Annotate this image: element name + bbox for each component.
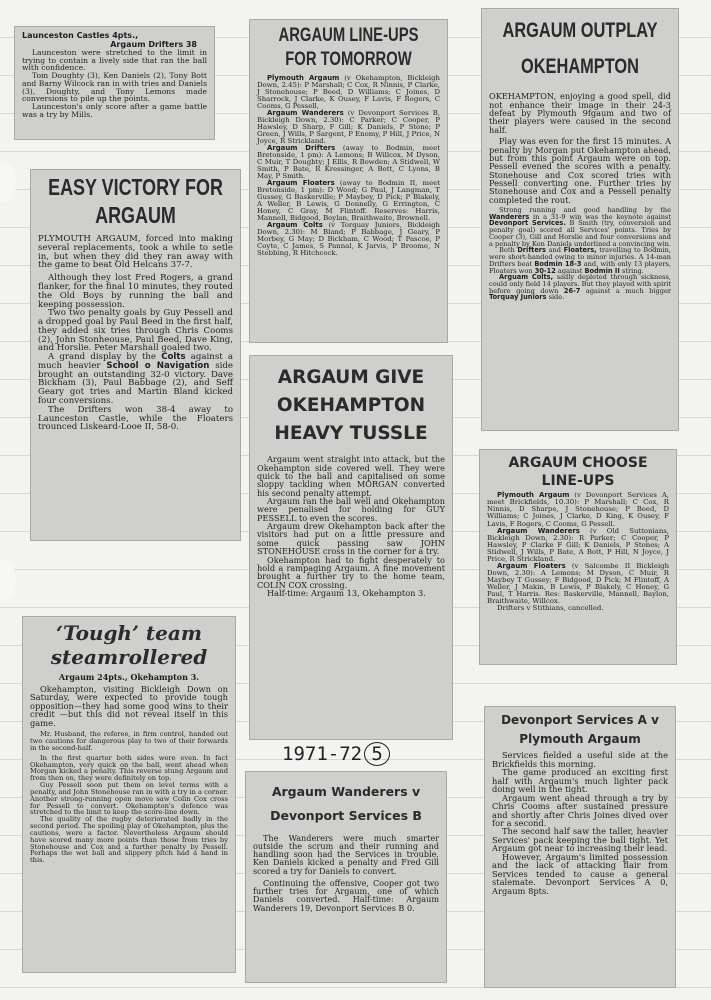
clipping-tough-team xyxy=(23,617,235,972)
punch-hole xyxy=(0,560,16,600)
paragraph xyxy=(489,247,671,274)
lineup-text: (v Devonport Services A, meet Brickfields, 10.30): P Marshall; C Cox, R Ninnis, D Sharpe, J Stonehouse; P Beed, D Williams; C Joines, J Clarke, D King, K Ousey, F Lavis, F Rogers, C Cooms, G Pessell. xyxy=(487,491,669,528)
clipping-choose-lineups xyxy=(480,450,676,664)
lineup-text: (v Devonport Services B, Bickleigh Down, 2.30): C Parker; C Cooper, P Hawsley, D Sharp, F Gill; K Daniels, P Stone; P Green, J Wills, P Sargent, P Enomy, P Hill, J Price, N Joyce, R Strickland. xyxy=(257,108,440,145)
footer-note: Drifters v Stithians, cancelled. xyxy=(497,603,604,612)
lineup-text: (v Torquay Juniors, Bickleigh Down, 2.30): M Bland; P Babbage, J Geary, P Morbey, G May; D Bickham, C Wood; T Pascoe, P Coyte, C James, S Pannal, K Jarvis, P Broome, N Stebbing, R Hitchcock. xyxy=(257,221,440,258)
paragraph: Play was even for the first 15 minutes. A penalty by Morgan put Okehampton ahead, but from this point Argaum were on top. Pessell evened the scores with a penalty. Stonehouse and Cox scored tries with Pessell converting one. Further tries by Stonehouse and Cox and a Pessell penalty completed the rout. xyxy=(489,136,671,205)
handwritten-season-note xyxy=(282,742,390,766)
paragraph: The Drifters won 38-4 away to Launceston Castle, while the Floaters trounced Liskeard-Looe II, 58-0. xyxy=(38,404,233,433)
text: string. xyxy=(619,266,644,275)
lineup-text: (v Okehampton, Bickleigh Down, 2.45): P Marshall; C Cox, R Ninnis, P Clarke, J Stonehouse; P Beed, D Williams; C Joines, D Sharrock, J Clarke, K Ousey, F Lavis, F Rogers, C Cooms, G Pessell, xyxy=(257,73,440,110)
text: Both xyxy=(499,246,518,255)
clipping-wanderers-v-devonport-b xyxy=(246,772,446,982)
headline: ARGAUM OUTPLAY xyxy=(502,19,658,42)
circled-page-number: 5 xyxy=(364,742,390,766)
team-name: Plymouth Argaum xyxy=(497,491,570,500)
headline: Devonport Services A v xyxy=(501,713,659,727)
paragraph: Argaum ran the ball well and Okehampton were penalised for holding for GUY PESSELL to even the scores. xyxy=(257,496,445,523)
team-name: Devonport Services. xyxy=(489,219,566,228)
headline: LINE-UPS xyxy=(541,473,615,490)
clipping-launceston xyxy=(15,27,214,139)
text: and, with only 13 players, Floaters won xyxy=(489,259,671,275)
paragraph: Okehampton had to fight desperately to hold a rampaging Argaum. A fine movement brought a further try to the home team, COLIN COX crossing. xyxy=(257,554,445,590)
team-name: Bodmin II xyxy=(584,266,620,275)
paragraph: Mr. Husband, the referee, in firm control, handed out two cautions for dangerous play to two of their forwards in the second-half. xyxy=(30,730,228,752)
team-name: Argaum Drifters xyxy=(267,143,336,152)
headline: Devonport Services B xyxy=(270,807,422,823)
text: in a 31-9 win was the keynote against xyxy=(529,212,671,221)
team-name: Argaum Floaters xyxy=(497,561,566,570)
paragraph: Tom Doughty (3), Ken Daniels (2), Tony Bott and Barny Wilcock ran in with tries and Daniels (3), Doughty, and Tony Lemons made conversions to pile up the points. xyxy=(22,71,207,104)
lineup-text: (v Old Suttonians, Bickleigh Down, 2.30): R Parker; C Cooper, P Hawsley, P Clarke F Gill; K Daniels, P Stones; A Stidwell, J Wills, P Bate, A Bott, P Hill, N Joyce, J Price, R Strickland. xyxy=(487,526,669,563)
paragraph: In the first quarter both sides were even. In fact Okehampton, very quick on the ball, went ahead when Morgan kicked a penalty. This reverse stung Argaum and from then on, they were definitely on top. xyxy=(30,753,228,783)
team-lineup xyxy=(487,528,669,563)
season-text: 1971-72 xyxy=(282,743,363,765)
team-lineup xyxy=(257,145,440,180)
clipping-outplay xyxy=(482,9,678,430)
headline: Plymouth Argaum xyxy=(519,732,641,747)
punch-hole xyxy=(0,163,16,203)
headline: ‘Tough’ team xyxy=(56,621,202,645)
text: side brought an outstanding 32-0 victory. Dave Bickham (3), Paul Babbage (2), and Seff Geary got tries and Martin Bland kicked four conversions. xyxy=(38,360,233,406)
text: A grand display by the xyxy=(48,352,157,363)
score-line-2: Argaum Drifters 38 xyxy=(110,40,197,49)
lineup-text: (away to Bodmin, meet Bretonside, 1 pm): A Lemons; B Willcox, M Dyson, C Muir, T Doughty; J Ellis, R Bowden; A Stidwell, W Smith, P Bate, R Kressinger, A Bott, C Lyons, B May, P Smith. xyxy=(257,143,440,180)
team-name: Wanderers xyxy=(489,212,530,221)
paragraph: Two two penalty goals by Guy Pessell and a dropped goal by Paul Beed in the first half, they added six tries through Chris Cooms (2), John Stonheouse, Paul Beed, Dave King, and Horslie. Peter Marshall goaled two. xyxy=(38,308,233,354)
headline: ARGAUM CHOOSE xyxy=(508,455,648,471)
headline: HEAVY TUSSLE xyxy=(274,422,428,444)
paragraph: The quality of the rugby deteriorated badly in the second period. The spoiling play of Okehampton, plus the cautions, were a factor. Nevertheless Argaum should have scored many more points than those from tries by Stonehouse and Cox and a further penalty by Pessell. Perhaps the wet ball and slippery pitch had a hand in this. xyxy=(30,815,228,865)
text: against xyxy=(555,266,585,275)
paragraph: The second half saw the taller, heavier Services' pack keeping the ball tight. Yet Argaum got near to increasing their lead. xyxy=(492,826,668,854)
text: B Smith (try, conversion and penalty goal) scored all Services' points. Tries by Cooper (3), Gill and Horslie and four conversions and a penalty by Ken Daniels underlined a convincing win. xyxy=(489,219,672,248)
headline: Argaum Wanderers v xyxy=(271,784,421,799)
paragraph: Launceston's only score after a game battle was a try by Mills. xyxy=(22,102,207,119)
team-name: Plymouth Argaum xyxy=(267,73,340,82)
paragraph: The game produced an exciting first half with Argaum's much lighter pack doing well in the tight. xyxy=(492,767,668,795)
team-lineup xyxy=(257,180,440,222)
team-name: Argaum Floaters xyxy=(267,178,335,187)
clipping-heavy-tussle xyxy=(250,356,452,739)
headline: OKEHAMPTON xyxy=(520,54,639,78)
headline: ARGAUM LINE-UPS xyxy=(278,25,419,46)
paragraph xyxy=(38,353,233,406)
paragraph: Argaum drew Okehampton back after the visitors had put on a little pressure and some quick passing saw JOHN STONEHOUSE cross in the corner for a try. xyxy=(257,521,445,557)
headline: FOR TOMORROW xyxy=(285,48,412,70)
headline: ARGAUM GIVE xyxy=(277,367,425,388)
text: travelling to Bodmin, were short-handed owing to minor injuries. A 14-man Drifters beat xyxy=(489,246,672,268)
paragraph: However, Argaum's limited possession and the lack of attacking flair from Services tended to cause a general stalemate. Devonport Services A 0, Argaum 8pts. xyxy=(492,851,668,896)
paragraph: Launceston were stretched to the limit in trying to contain a lively side that ran the ball with confidence. xyxy=(22,48,207,73)
team-name: Drifters xyxy=(517,246,546,255)
team-lineup xyxy=(257,222,440,257)
clipping-devonport-a xyxy=(485,707,675,987)
team-name: Argaum Wanderers xyxy=(267,108,344,117)
score: 30-12 xyxy=(534,266,556,275)
lineup-text: (away to Bodmin II, meet Bretonside, 1 pm): D Wood; G Paul, J Langman, T Gussey, G Baskerville; P Maybey, D Pick; P Blakely, A Weller, B Lewis, G Donnelly, G Errington, C Honey, C Gray, M Flintoff. Reserves: Harris, Mannell, Bidgood, Boylan, Braithwaite, Brownell. xyxy=(257,178,440,223)
team-name: Floaters, xyxy=(563,246,597,255)
paragraph: The Wanderers were much smarter outside the scrum and their running and handling soon had the Services in trouble. Ken Daniels kicked a penalty and Fred Gill scored a try for Daniels to convert. xyxy=(253,832,439,876)
team-lineup xyxy=(257,110,440,145)
team-name: Colts xyxy=(161,352,186,363)
text: side. xyxy=(546,293,565,302)
paragraph: Although they lost Fred Rogers, a grand flanker, for the final 10 minutes, they routed the Old Boys by running the ball and keeping possession. xyxy=(38,273,233,310)
score: Bodmin 18-3 xyxy=(534,259,582,268)
headline: EASY VICTORY FOR xyxy=(48,174,223,200)
score-line-1: Launceston Castles 4pts., xyxy=(22,31,139,40)
team-name: Argaum Wanderers xyxy=(497,526,580,535)
team-lineup xyxy=(487,492,669,527)
text: Strong running and good handling by the xyxy=(499,206,671,215)
team-name: Arguam Colts, xyxy=(499,273,554,282)
text: against a much bigger xyxy=(580,286,671,295)
clipping-lineups-tomorrow xyxy=(250,20,447,342)
lineup-text: (v Salcombe II Bickleigh Down, 2.30): A Lemons; M Dyson, C Muir, R Maybey T Gussey; F Bidgood, D Pick; M Flintoff, A Weller, J Makin, B Lewis, P Blakely, C Honey, G Paul, T Harris. Res: Baskerville, Mannell, Baylon, Braithwaite, Willcox. xyxy=(487,561,670,605)
score: 26-7 xyxy=(563,286,581,295)
paragraph: Guy Pessell soon put them on level terms with a penalty, and John Stonehouse ran in with a try in a corner. Another strong-running open move saw Colin Cox cross for Pessell to convert. Okehampton's defence was stretched to the limit to keep the score-line down. xyxy=(30,781,228,817)
team-lineup xyxy=(257,75,440,110)
team-name: Torquay Juniors xyxy=(489,293,547,302)
team-lineup xyxy=(487,563,669,605)
headline: steamrollered xyxy=(50,645,208,669)
team-name: School o Navigation xyxy=(106,360,210,371)
paragraph: Continuing the offensive, Cooper got two further tries for Argaum, one of which Daniels converted. Half-time: Argaum Wanderers 19, Devonport Services B 0. xyxy=(253,877,439,913)
paragraph: Services fielded a useful side at the Brickfields this morning. xyxy=(492,750,668,769)
paragraph xyxy=(489,274,671,301)
paragraph xyxy=(489,207,671,247)
clipping-easy-victory xyxy=(31,170,240,540)
text: and xyxy=(545,246,564,255)
text: sadly depleted through sickness, could only field 14 players. But they played with spirit before going down xyxy=(489,273,671,295)
headline: ARGAUM xyxy=(95,201,176,228)
paragraph: Half-time: Argaum 13, Okehampton 3. xyxy=(267,588,426,598)
paragraph: OKEHAMPTON, enjoying a good spell, did not enhance their image in their 24-3 defeat by Plymouth 9fgaum and two of their players were caused in the second half. xyxy=(489,91,671,135)
subhead: Argaum 24pts., Okehampton 3. xyxy=(58,672,200,682)
team-name: Argaum Colts xyxy=(267,221,323,230)
headline: OKEHAMPTON xyxy=(276,394,426,416)
paragraph: Argaum went straight into attack, but the Okehampton side covered well. They were quick to the ball and capitalised on some sloppy tackling when MORGAN converted his second penalty attempt. xyxy=(257,454,445,498)
paragraph: Argaum went ahead through a try by Chris Cooms after sustained pressure and shortly after Chris Joines dived over for a second. xyxy=(492,792,668,828)
paragraph: PLYMOUTH ARGAUM, forced into making several replacements, took a while to setle in, but when they did they ran away with the game to beat Old Helcans 37-7. xyxy=(38,234,233,271)
lead-paragraph: Okehampton, visiting Bickleigh Down on Saturday, were expected to provide tough opposition—they had some good wins to their credit —but this did not reveal itself in this game. xyxy=(30,684,228,728)
text: against a much heavier xyxy=(38,352,233,371)
